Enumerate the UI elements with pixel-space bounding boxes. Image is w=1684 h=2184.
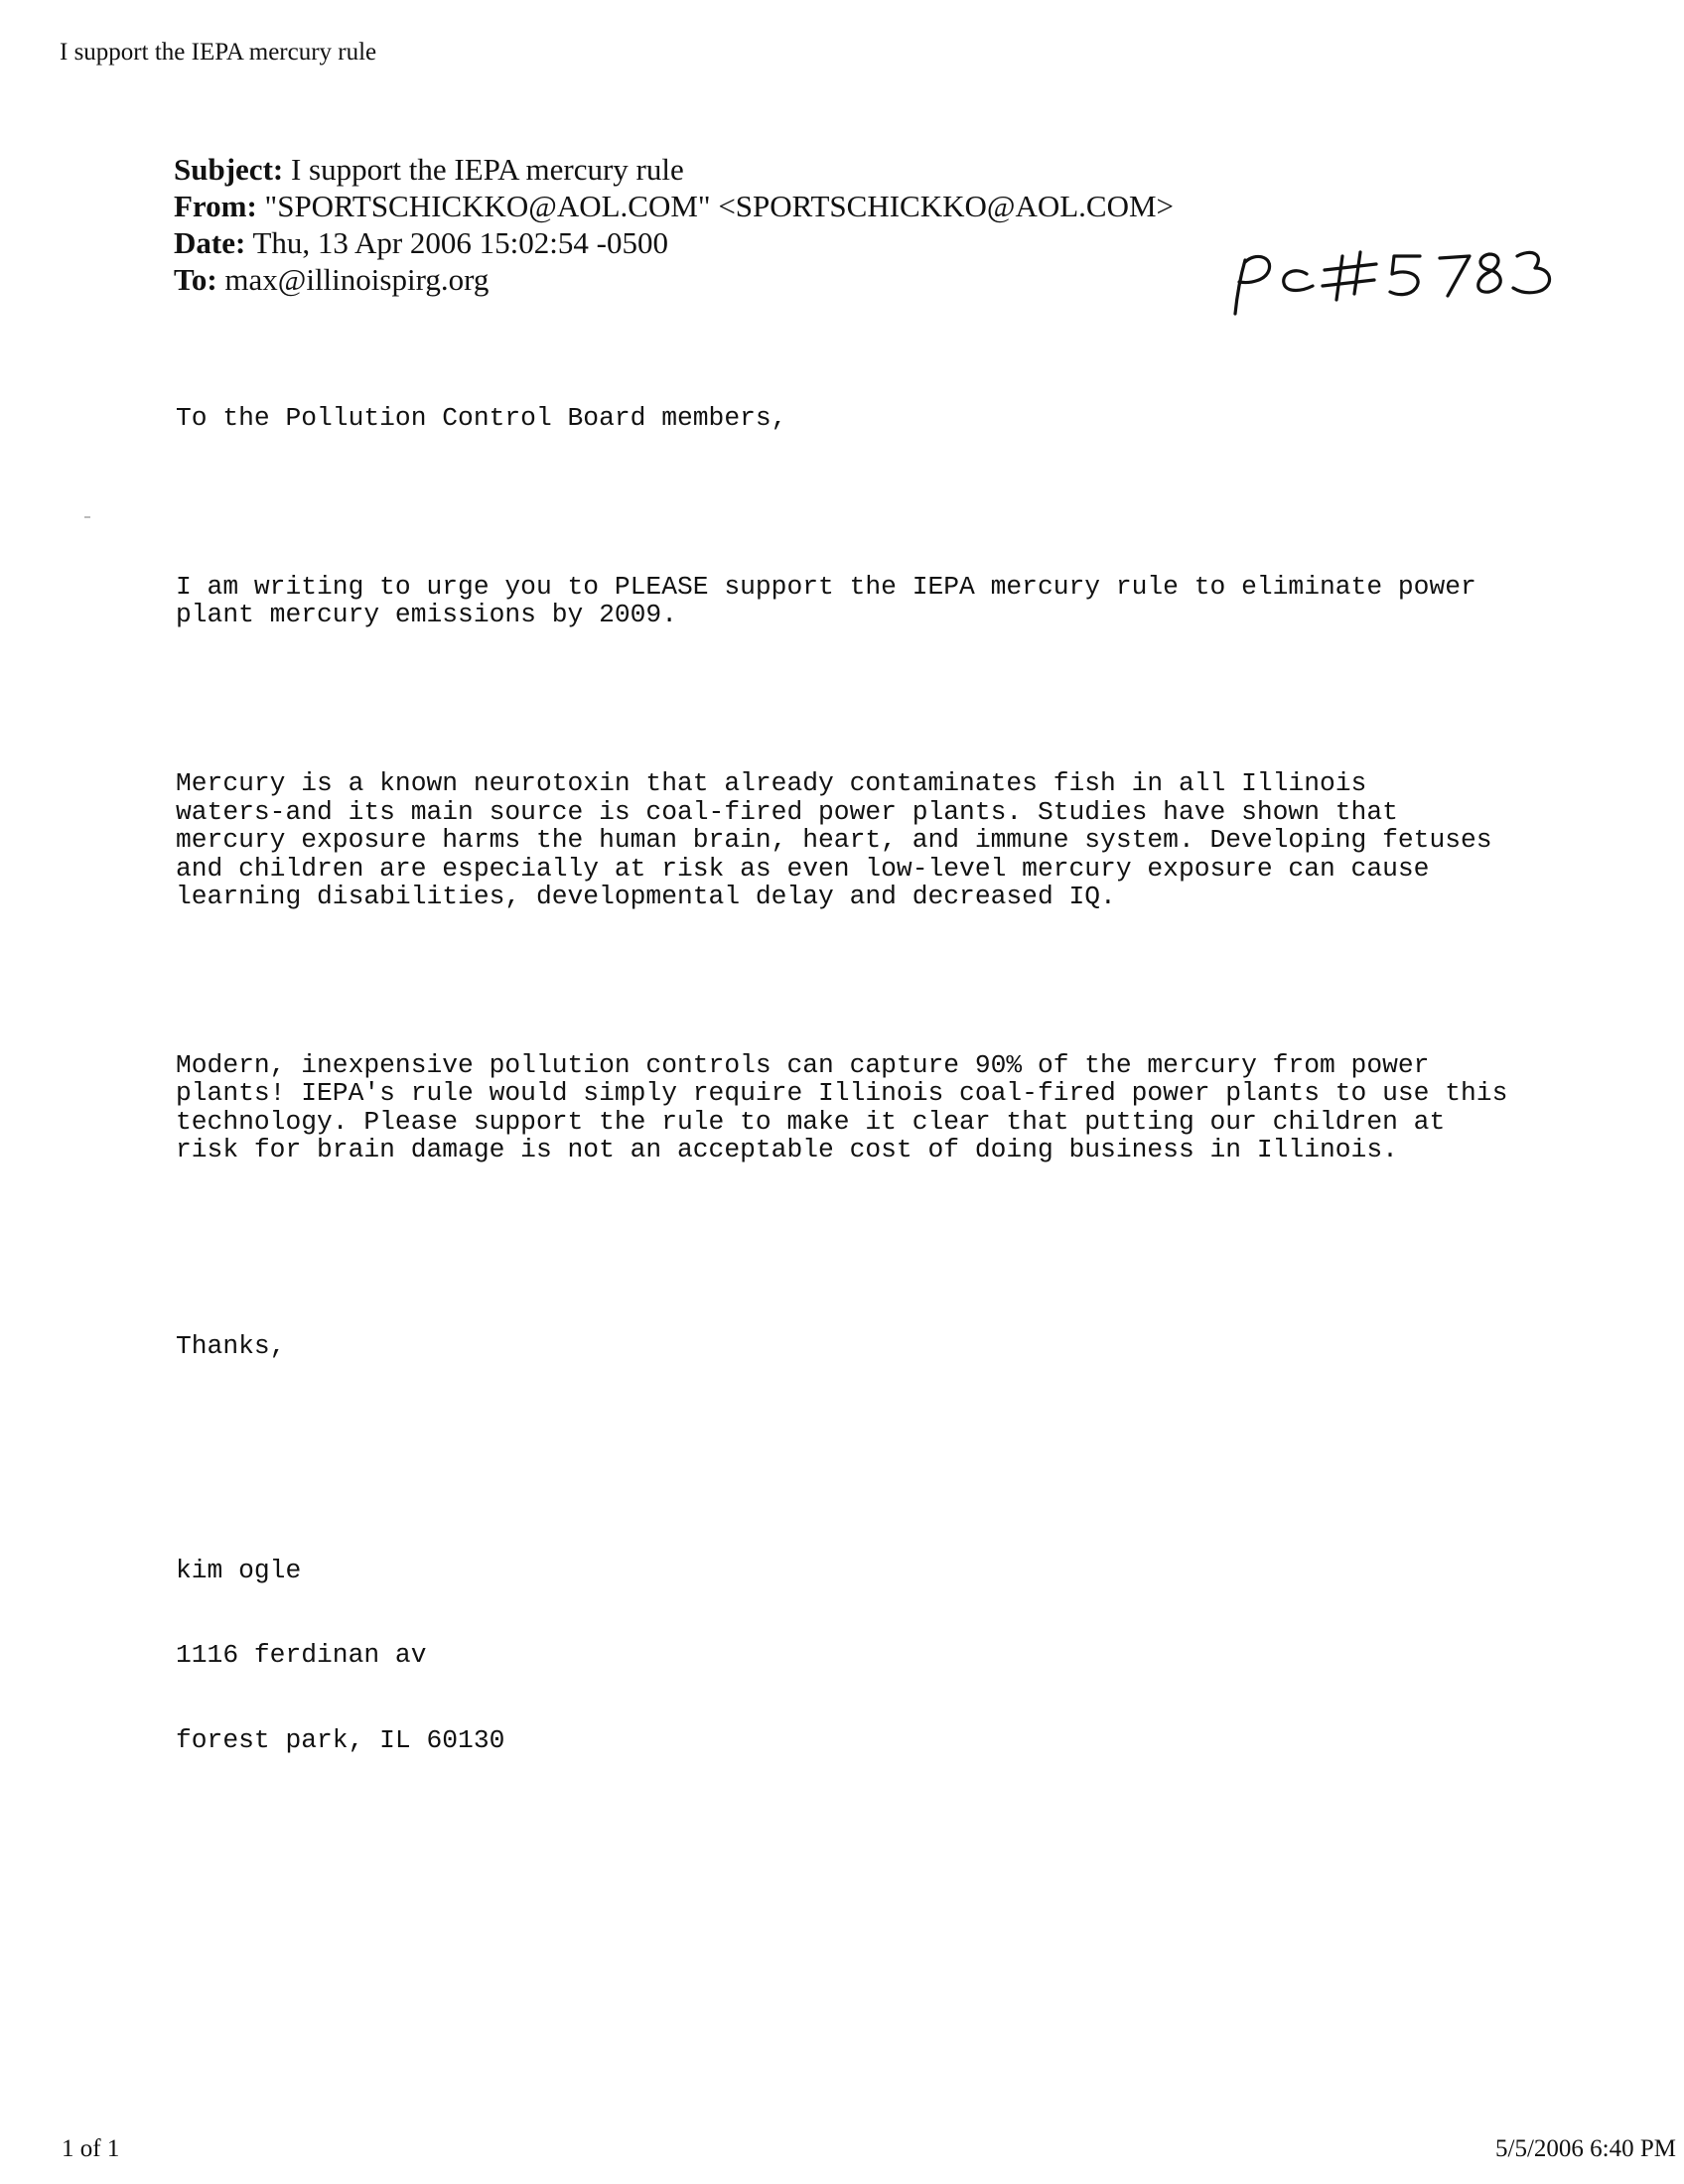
print-footer-page-number: 1 of 1: [62, 2135, 120, 2162]
handwritten-p-stroke: [1235, 260, 1245, 314]
body-paragraph-2: Mercury is a known neurotoxin that already contaminates fish in all Illinois waters-and its main source is coal-fired power plants. Studies have shown that mercury exposure harms the human brain, heart, and immune system. Developing fetuses and children are especially at risk as even low-level mercury exposure can cause learning disabilities, developmental delay and decreased IQ.: [176, 768, 1492, 911]
handwritten-8: [1478, 254, 1501, 292]
handwritten-hash-3: [1325, 264, 1376, 270]
scan-speck: [84, 516, 90, 518]
date-label: Date:: [174, 225, 246, 260]
handwritten-hash-1: [1336, 256, 1342, 300]
handwritten-5: [1390, 256, 1420, 295]
date-value: Thu, 13 Apr 2006 15:02:54 -0500: [252, 225, 668, 260]
body-closing: Thanks,: [176, 1331, 286, 1362]
from-value: "SPORTSCHICKKO@AOL.COM" <SPORTSCHICKKO@AOL.COM>: [264, 189, 1175, 223]
handwritten-3: [1513, 252, 1550, 292]
to-label: To:: [174, 262, 217, 297]
email-headers: [174, 151, 1174, 298]
subject-label: Subject:: [174, 152, 284, 187]
body-paragraph-3: Modern, inexpensive pollution controls can capture 90% of the mercury from power plants! IEPA's rule would simply require Illinois coal-fired power plants to use this technology. Please support the rule to make it clear that putting our children at risk for brain damage is not an acceptable cost of doing business in Illinois.: [176, 1049, 1508, 1165]
date-row: [174, 224, 1174, 261]
handwritten-docket-stamp: [1221, 238, 1618, 338]
to-row: [174, 261, 1174, 298]
body-paragraph-1: I am writing to urge you to PLEASE support the IEPA mercury rule to eliminate power plant mercury emissions by 2009.: [176, 571, 1476, 630]
handwritten-hash-4: [1323, 280, 1374, 286]
handwritten-hash-2: [1354, 252, 1360, 294]
print-footer-timestamp: 5/5/2006 6:40 PM: [1495, 2135, 1676, 2162]
from-label: From:: [174, 189, 257, 223]
signature-city: forest park, IL 60130: [176, 1724, 505, 1755]
handwritten-7: [1440, 256, 1470, 296]
from-row: [174, 188, 1174, 224]
print-header-title: I support the IEPA mercury rule: [60, 39, 377, 66]
subject-value: I support the IEPA mercury rule: [290, 152, 684, 187]
subject-row: [174, 151, 1174, 188]
body-greeting: To the Pollution Control Board members,: [176, 402, 787, 433]
email-body: [176, 347, 1625, 1782]
to-value: max@illinoispirg.org: [224, 262, 490, 297]
handwritten-c: [1284, 271, 1313, 291]
signature-name: kim ogle: [176, 1556, 302, 1586]
signature-street: 1116 ferdinan av: [176, 1640, 427, 1671]
